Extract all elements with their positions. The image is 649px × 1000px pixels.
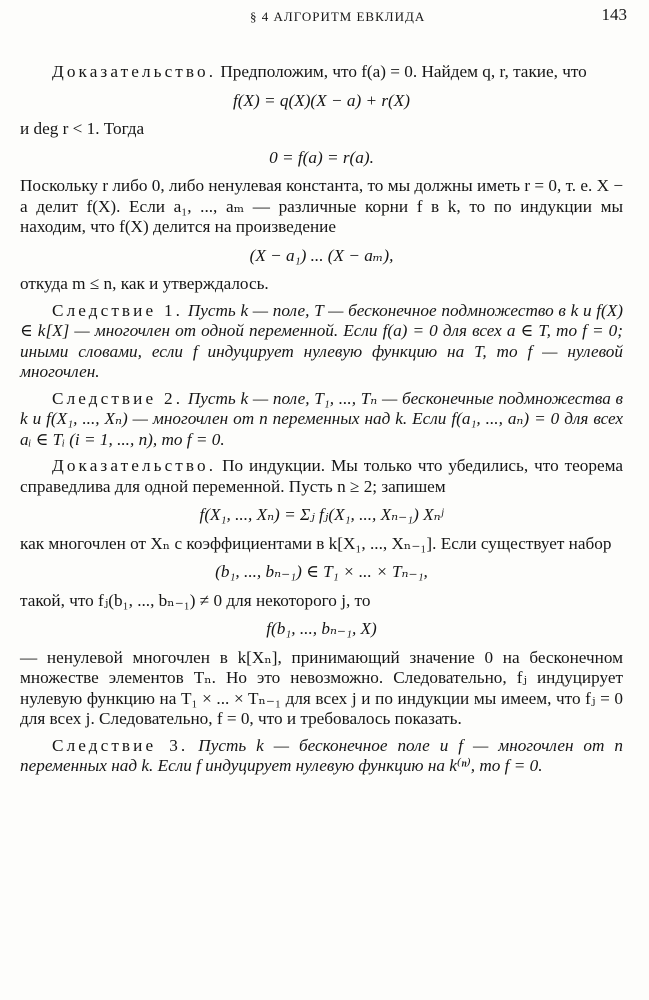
equation-root: 0 = f(a) = r(a).: [269, 147, 374, 167]
corollary-3-heading: Следствие 3.: [52, 735, 189, 755]
degree-line: и deg r < 1. Тогда: [20, 119, 145, 138]
chapter-title: § 4 АЛГОРИТМ ЕВКЛИДА: [250, 9, 426, 24]
page-body: [20, 62, 623, 777]
proof-text: Предположим, что f(a) = 0. Найдем q, r, такие, что: [216, 62, 587, 81]
paragraph-since: Поскольку r либо 0, либо ненулевая константа, то мы должны иметь r = 0, т. е. X − a делит f(X). Если a₁, ..., aₘ — различные корни f в k, то по индукции мы находим, что f(X) делится на произведение: [20, 176, 624, 236]
proof-2-heading: Доказательство.: [52, 456, 217, 475]
equation-specialization: f(b₁, ..., bₙ₋₁, X): [266, 619, 377, 638]
corollary-1-text: Пусть k — поле, T — бесконечное подмножество в k и f(X) ∈ k[X] — многочлен от одной переменной. Если f(a) = 0 для всех a ∈ T, то f = 0; иными словами, если f индуцирует нулевую функцию на T, то f — нулевой многочлен.: [20, 300, 623, 381]
paragraph-nonzero: — ненулевой многочлен в k[Xₙ], принимающий значение 0 на бесконечном множестве элементов Tₙ. Но это невозможно. Следовательно, fⱼ индуцирует нулевую функцию на T₁ × ... × Tₙ₋₁ для всех j и по индукции мы имеем, что fⱼ = 0 для всех j. Следовательно, f = 0, что и требовалось показать.: [20, 647, 623, 728]
corollary-2-heading: Следствие 2.: [52, 388, 184, 408]
corollary-1: [20, 301, 623, 383]
proof-paragraph-2: [20, 456, 623, 497]
proof-heading: Доказательство.: [52, 62, 217, 81]
corollary-2-text: Пусть k — поле, T₁, ..., Tₙ — бесконечные подмножества в k и f(X₁, ..., Xₙ) — многочлен от n переменных над k. Если f(a₁, ..., aₙ) = 0 для всех aᵢ ∈ Tᵢ (i = 1, ..., n), то f = 0.: [20, 388, 623, 449]
running-header: [20, 4, 627, 30]
line-such-that: такой, что fⱼ(b₁, ..., bₙ₋₁) ≠ 0 для некоторого j, то: [20, 590, 371, 610]
equation-division: f(X) = q(X)(X − a) + r(X): [232, 90, 410, 110]
corollary-3: [20, 736, 623, 777]
proof-2-text: По индукции. Мы только что убедились, что теорема справедлива для одной переменной. Пусть n ≥ 2; запишем: [20, 456, 623, 496]
conclusion-line: откуда m ≤ n, как и утверждалось.: [20, 274, 269, 293]
corollary-2: [20, 389, 623, 451]
proof-paragraph-1: [20, 62, 623, 83]
page-number: 143: [601, 5, 627, 24]
equation-expansion: f(X₁, ..., Xₙ) = Σⱼ fⱼ(X₁, ..., Xₙ₋₁) Xₙʲ: [199, 505, 444, 524]
equation-tuple: (b₁, ..., bₙ₋₁) ∈ T₁ × ... × Tₙ₋₁,: [215, 562, 428, 581]
paragraph-polynomial: как многочлен от Xₙ с коэффициентами в k[X₁, ..., Xₙ₋₁]. Если существует набор: [20, 533, 612, 553]
corollary-1-heading: Следствие 1.: [52, 300, 184, 320]
corollary-3-text: Пусть k — бесконечное поле и f — многочлен от n переменных над k. Если f индуцирует нулевую функцию на k⁽ⁿ⁾, то f = 0.: [20, 735, 623, 775]
equation-product: (X − a₁) ... (X − aₘ),: [249, 245, 394, 265]
